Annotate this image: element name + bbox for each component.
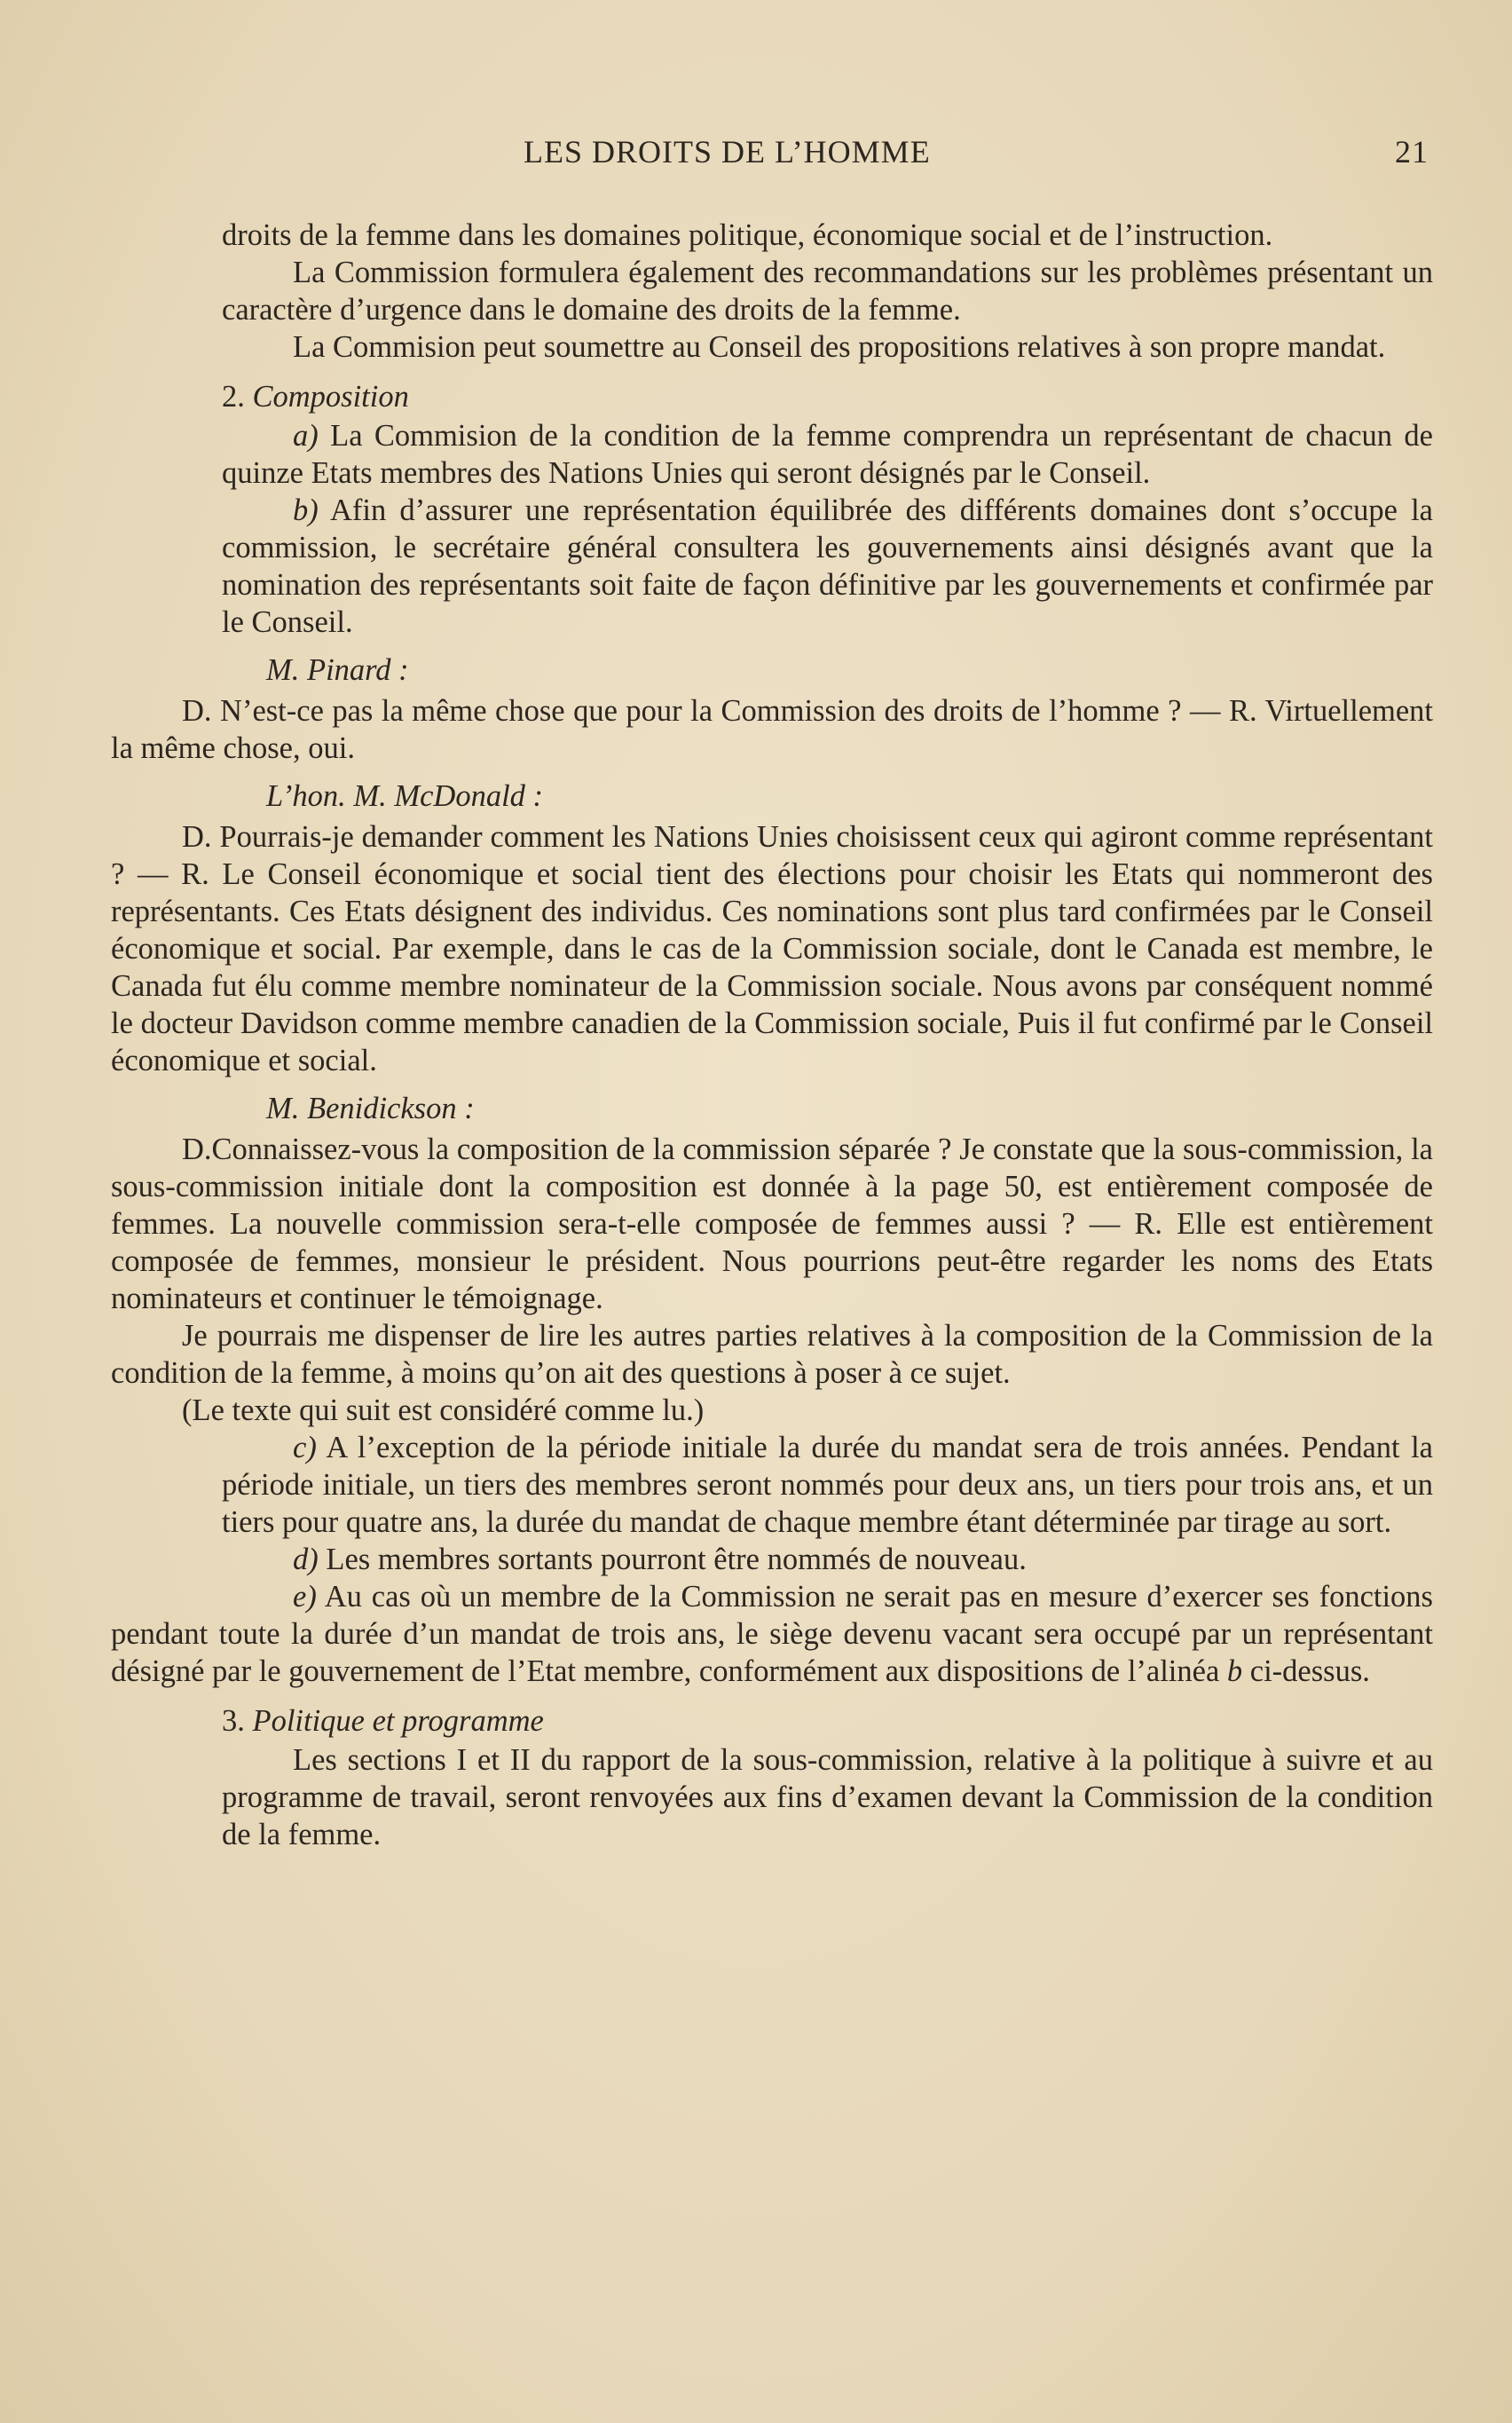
paragraph: La Commision peut soumettre au Conseil des propositions relatives à son propre mandat.: [293, 330, 1386, 364]
paragraph: D. Pourrais-je demander comment les Nations Unies choisissent ceux qui agiront comme représentant ? — R. Le Conseil économique et social tient des élections pour choisir les Etats qui nommeront des représentants. Ces Etats désignent des individus. Ces nominations sont plus tard confirmées par le Conseil économique et social. Par exemple, dans le cas de la Commission sociale, dont le Canada est membre, le Canada fut élu comme membre nominateur de la Commission sociale. Nous avons par conséquent nommé le docteur Davidson comme membre canadien de la Commission sociale, Puis il fut confirmé par le Conseil économique et social.: [111, 820, 1433, 1077]
section-title: Composition: [252, 380, 409, 414]
speaker-label: M. Pinard :: [266, 653, 409, 687]
section-title: Politique et programme: [252, 1704, 544, 1738]
section-number: 2.: [222, 380, 245, 414]
running-title: LES DROITS DE L’HOMME: [524, 134, 931, 170]
paragraph: droits de la femme dans les domaines politique, économique social et de l’instruction.: [222, 218, 1273, 252]
section-heading: [222, 1702, 1433, 1740]
item-label: c): [293, 1431, 317, 1464]
item-label: b): [293, 493, 319, 527]
paragraph: a) La Commision de la condition de la femme comprendra un représentant de chacun de quinze Etats membres des Nations Unies qui seront désignés par le Conseil.: [222, 419, 1433, 490]
paragraph: Les sections I et II du rapport de la sous-commission, relative à la politique à suivre et au programme de travail, seront renvoyées aux fins d’examen devant la Commission de la condition de la femme.: [222, 1743, 1433, 1851]
paragraph: D. N’est-ce pas la même chose que pour la Commission des droits de l’homme ? — R. Virtuellement la même chose, oui.: [111, 694, 1433, 765]
body-text: [111, 217, 1433, 1853]
paragraph: c) A l’exception de la période initiale la durée du mandat sera de trois années. Pendant la période initiale, un tiers des membres seront nommés pour deux ans, un tiers pour trois ans, et un tiers pour quatre ans, la durée du mandat de chaque membre étant déterminée par tirage au sort.: [222, 1431, 1433, 1539]
section-heading: [222, 378, 1433, 415]
paragraph: d) Les membres sortants pourront être nommés de nouveau.: [293, 1543, 1027, 1576]
item-label: a): [293, 419, 319, 453]
paragraph: e) Au cas où un membre de la Commission ne serait pas en mesure d’exercer ses fonctions pendant toute la durée d’un mandat de trois ans, le siège devenu vacant sera occupé par un représentant désigné par le gouvernement de l’Etat membre, conformément aux dispositions de l’alinéa b ci-dessus.: [111, 1580, 1433, 1688]
page-number: 21: [1395, 134, 1429, 170]
speaker-label: L’hon. M. McDonald :: [266, 779, 544, 813]
running-header: [222, 133, 1429, 186]
paragraph: b) Afin d’assurer une représentation équilibrée des différents domaines dont s’occupe la commission, le secrétaire général consultera les gouvernements ainsi désignés avant que la nomination des représentants soit faite de façon définitive par les gouvernements et confirmée par le Conseil.: [222, 493, 1433, 639]
item-label: d): [293, 1543, 319, 1576]
paragraph: (Le texte qui suit est considéré comme lu.): [182, 1393, 705, 1427]
paragraph: Je pourrais me dispenser de lire les autres parties relatives à la composition de la Commission de la condition de la femme, à moins qu’on ait des questions à poser à ce sujet.: [111, 1319, 1433, 1390]
paragraph: La Commission formulera également des recommandations sur les problèmes présentant un caractère d’urgence dans le domaine des droits de la femme.: [222, 256, 1433, 327]
reference-letter: b: [1226, 1654, 1243, 1688]
speaker-label: M. Benidickson :: [266, 1092, 475, 1125]
section-number: 3.: [222, 1704, 245, 1738]
paragraph: D.Connaissez-vous la composition de la commission séparée ? Je constate que la sous-commission, la sous-commission initiale dont la composition est donnée à la page 50, est entièrement composée de femmes. La nouvelle commission sera-t-elle composée de femmes aussi ? — R. Elle est entièrement composée de femmes, monsieur le président. Nous pourrions peut-être regarder les noms des Etats nominateurs et continuer le témoignage.: [111, 1133, 1433, 1315]
item-label: e): [293, 1580, 317, 1614]
